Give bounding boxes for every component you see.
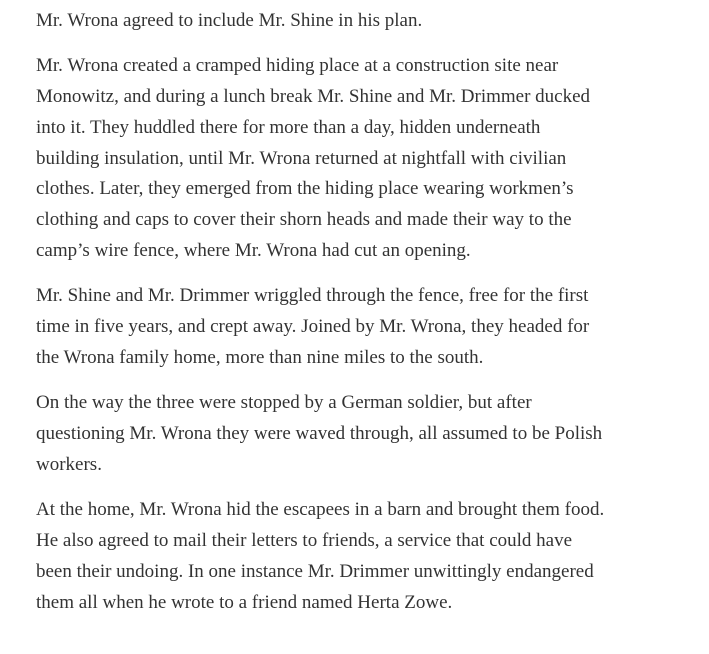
article-body (36, 6, 704, 633)
paragraph-1: Mr. Wrona agreed to include Mr. Shine in his plan. (36, 10, 423, 31)
paragraph-4: On the way the three were stopped by a German soldier, but after questioning Mr. Wrona they were waved through, all assumed to be Polish workers. (36, 392, 603, 475)
paragraph-3: Mr. Shine and Mr. Drimmer wriggled through the fence, free for the first time in five years, and crept away. Joined by Mr. Wrona, they headed for the Wrona family home, more than nine miles to the south. (36, 285, 590, 368)
paragraph-2: Mr. Wrona created a cramped hiding place at a construction site near Monowitz, and during a lunch break Mr. Shine and Mr. Drimmer ducked into it. They huddled there for more than a day, hidden underneath building insulation, until Mr. Wrona returned at nightfall with civilian clothes. Later, they emerged from the hiding place wearing workmen’s clothing and caps to cover their shorn heads and made their way to the camp’s wire fence, where Mr. Wrona had cut an opening. (36, 55, 591, 262)
paragraph-5: At the home, Mr. Wrona hid the escapees in a barn and brought them food. He also agreed to mail their letters to friends, a service that could have been their undoing. In one instance Mr. Drimmer unwittingly endangered them all when he wrote to a friend named Herta Zowe. (36, 499, 605, 613)
